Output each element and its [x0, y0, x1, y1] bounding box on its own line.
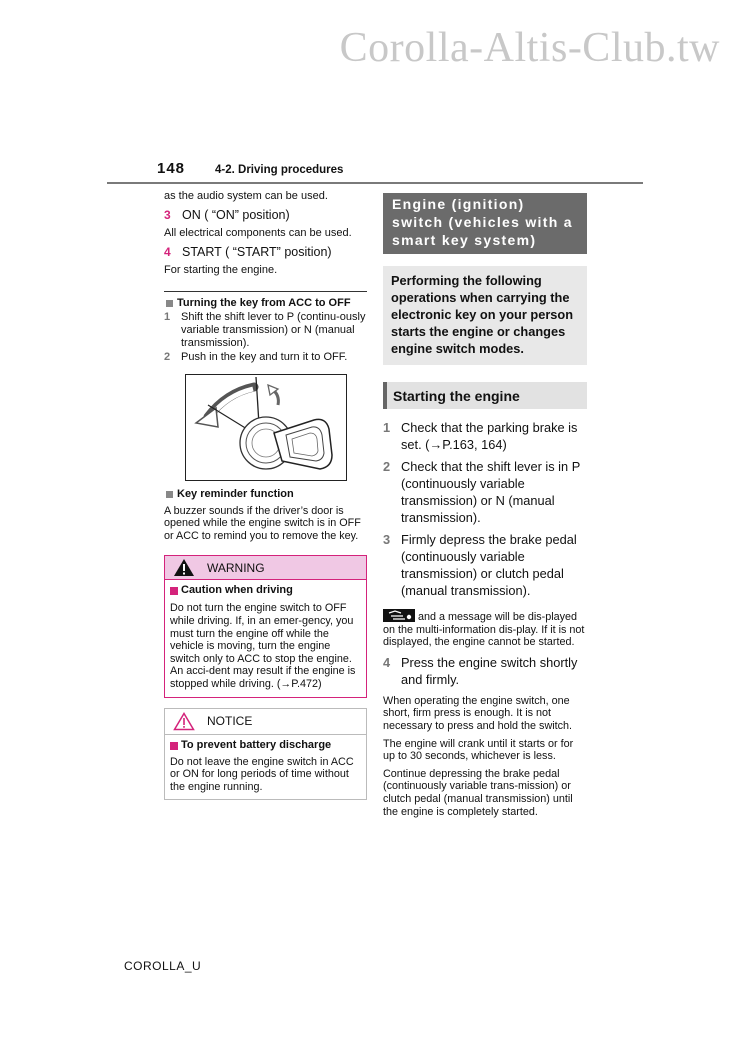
page-number: 148: [157, 160, 186, 177]
turning-step: 2 Push in the key and turn it to OFF.: [164, 351, 348, 364]
right-column: [383, 193, 587, 818]
warning-box: [164, 555, 367, 697]
note-text: The engine will crank until it starts or for up to 30 seconds, whichever is less.: [383, 737, 574, 763]
notice-subheading: To prevent battery discharge: [170, 739, 361, 752]
mode-item-on: [164, 207, 367, 223]
note-text: Continue depressing the brake pedal (continuously variable trans-mission) or clutch pedal (manual transmission) until the engine is completely started.: [383, 767, 573, 818]
caution-triangle-icon: [173, 712, 195, 731]
notice-body: [165, 735, 366, 800]
indicator-text: and a message will be dis-played on the multi-information dis-play. If it is not displayed, the engine cannot be started.: [383, 611, 585, 649]
divider: [164, 291, 367, 292]
header-rule: [107, 182, 643, 184]
item-number: 4: [164, 245, 171, 259]
notice-header: [165, 709, 366, 735]
warning-label: WARNING: [207, 560, 265, 575]
summary-box: Performing the following operations when carrying the electronic key on your person starts the engine or changes engine switch modes.: [383, 266, 587, 365]
item-desc: All electrical components can be used.: [164, 226, 352, 239]
intro-text: as the audio system can be used.: [164, 190, 328, 202]
item-label: ON ( “ON” position): [182, 207, 290, 222]
footer-model: COROLLA_U: [124, 959, 202, 973]
section-heading: Engine (ignition) switch (vehicles with a smart key system): [383, 193, 587, 254]
key-in-cylinder-icon: [186, 375, 346, 480]
note-text: When operating the engine switch, one short, firm press is enough. It is not necessary to press and hold the switch.: [383, 694, 573, 732]
warning-subheading: Caution when driving: [170, 584, 361, 597]
notice-box: [164, 708, 367, 801]
start-step: 3 Firmly depress the brake pedal (continuously variable transmission) or clutch pedal (manual transmission).: [383, 532, 577, 598]
turning-heading: Turning the key from ACC to OFF: [164, 297, 367, 310]
pink-square-icon: [170, 587, 178, 595]
square-bullet-icon: [166, 491, 173, 498]
warning-triangle-icon: [173, 558, 195, 577]
start-step: 1 Check that the parking brake is set. (→P.163, 164): [383, 420, 578, 452]
key-illustration: [185, 374, 347, 481]
warning-header: [165, 556, 366, 580]
starting-heading: Starting the engine: [383, 382, 587, 409]
notice-label: NOTICE: [207, 714, 253, 729]
mode-item-start: [164, 244, 367, 260]
turning-step: 1 Shift the shift lever to P (continu-ously variable transmission) or N (manual transmission).: [164, 311, 366, 349]
square-bullet-icon: [166, 300, 173, 307]
reminder-heading: Key reminder function: [164, 488, 367, 501]
item-label: START ( “START” position): [182, 245, 332, 259]
left-column: [164, 190, 367, 800]
item-desc: For starting the engine.: [164, 264, 278, 276]
start-step: 2 Check that the shift lever is in P (continuously variable transmission) or N (manual transmission).: [383, 459, 581, 525]
watermark: Corolla-Altis-Club.tw: [339, 25, 720, 71]
reminder-text: A buzzer sounds if the driver’s door is opened while the engine switch is in OFF or ACC to remind you to remove the key.: [164, 504, 361, 542]
section-title: 4-2. Driving procedures: [215, 164, 344, 176]
warning-text: Do not turn the engine switch to OFF while driving. If, in an emer-gency, you must turn the engine off while the vehicle is moving, turn the engine switch only to ACC to stop the engine. An acci-dent may result if the engine is stopped while driving. (→P.472): [170, 602, 356, 691]
engine-start-indicator-icon: [383, 609, 415, 622]
pink-square-icon: [170, 742, 178, 750]
warning-body: [165, 580, 366, 696]
start-step: 4 Press the engine switch shortly and firmly.: [383, 654, 578, 687]
item-number: 3: [164, 207, 171, 222]
notice-text: Do not leave the engine switch in ACC or ON for long periods of time without the engine running.: [170, 755, 354, 793]
